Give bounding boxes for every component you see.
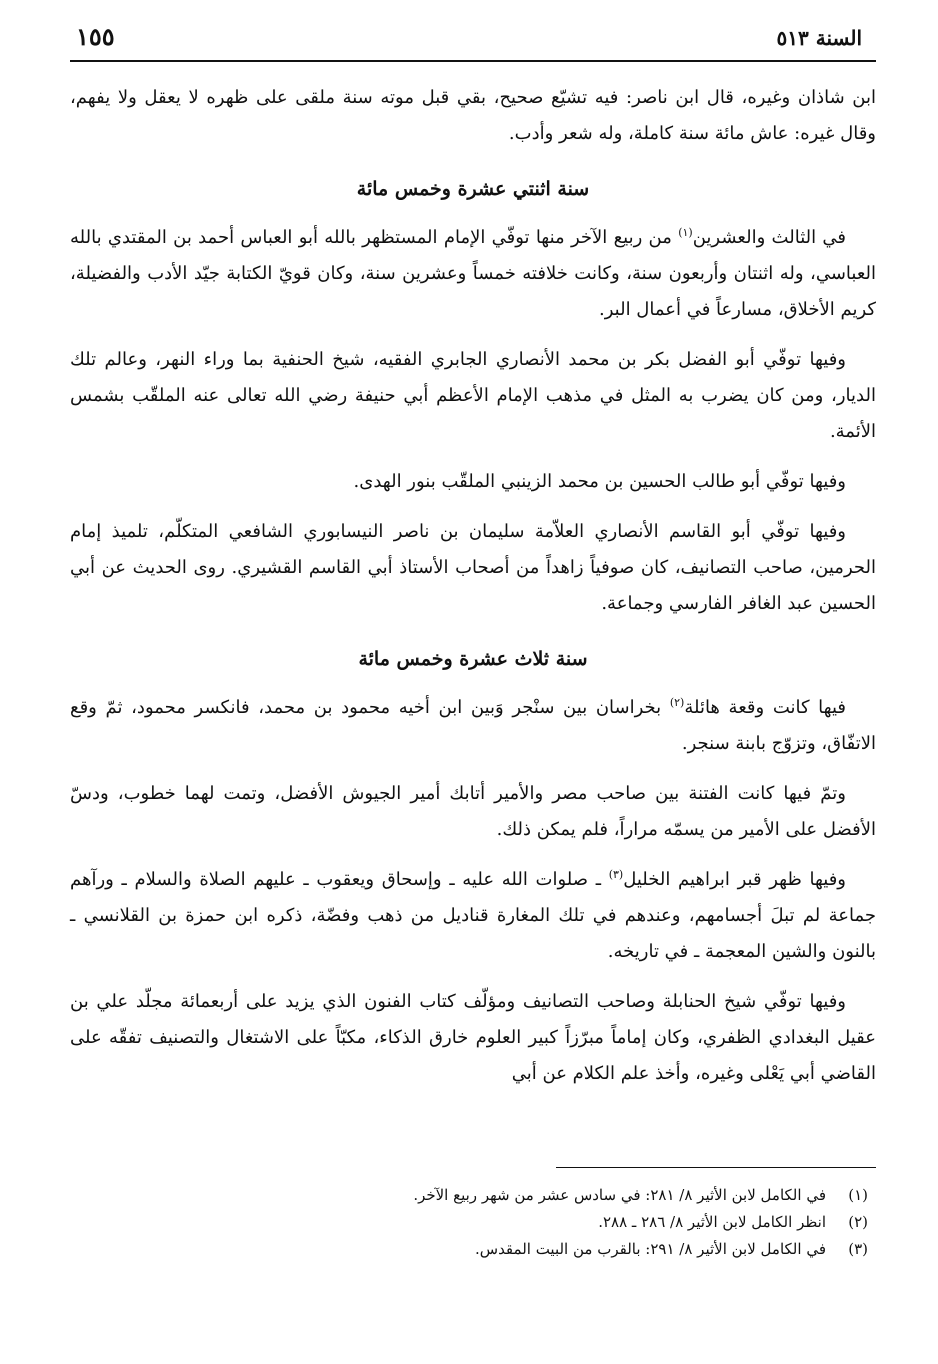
paragraph-text: ـ صلوات الله عليه ـ وإسحاق ويعقوب ـ عليهم الصلاة والسلام ـ ورآهم جماعة لم تبلَ أجسامهم، وعندهم في تلك المغارة قناديل من ذهب وفضّة، ذكره ابن حمزة بن القلانسي ـ بالنون والشين المعجمة ـ في تاريخه. [70, 869, 876, 962]
intro-paragraph: ابن شاذان وغيره، قال ابن ناصر: فيه تشيّع صحيح، بقي قبل موته سنة ملقى على ظهره لا يعقل ولا يفهم، وقال غيره: عاش مائة سنة كاملة، وله شعر وأدب. [70, 87, 876, 144]
main-text [70, 80, 876, 1092]
footnote-divider [556, 1167, 876, 1168]
footnote-ref-2: (٢) [669, 696, 685, 709]
paragraph-abu-al-qasim: وفيها توفّي أبو القاسم الأنصاري العلاّمة سليمان بن ناصر النيسابوري الشافعي المتكلّم، تلميذ إمام الحرمين، صاحب التصانيف، كان صوفياً زاهداً من أصحاب الأستاذ أبي القاسم القشيري. روى الحديث عن أبي الحسين عبد الغافر الفارسي وجماعة. [70, 521, 876, 614]
page-number: ١٥٥ [76, 22, 115, 51]
footnote-item [108, 1209, 868, 1236]
section-heading-512: سنة اثنتي عشرة وخمس مائة [356, 178, 590, 200]
footnote-text: في الكامل لابن الأثير ٨/ ٢٩١: بالقرب من البيت المقدس. [474, 1240, 826, 1258]
paragraph-text: وفيها ظهر قبر ابراهيم الخليل [623, 869, 846, 890]
paragraph-abu-al-fadl: وفيها توفّي أبو الفضل بكر بن محمد الأنصاري الجابري الفقيه، شيخ الحنفية بما وراء النهر، وعالم تلك الديار، ومن كان يضرب به المثل في مذهب الإمام الأعظم أبي حنيفة رضي الله تعالى عنه الملقّب بشمس الأئمة. [70, 349, 876, 442]
footnote-number: (٣) [848, 1240, 868, 1258]
footnote-item [108, 1236, 868, 1263]
footnote-ref-1: (١) [678, 226, 693, 239]
footnote-text: في الكامل لابن الأثير ٨/ ٢٨١: في سادس عشر من شهر ربيع الآخر. [413, 1186, 826, 1204]
footnote-number: (١) [848, 1186, 868, 1204]
footnotes [108, 1182, 868, 1263]
section-heading-513: سنة ثلاث عشرة وخمس مائة [358, 648, 588, 670]
book-page [70, 20, 876, 1344]
paragraph-text: في الثالث والعشرين [692, 227, 846, 248]
footnote-ref-3: (٣) [608, 868, 624, 881]
running-header [70, 20, 876, 62]
paragraph-ibn-aqil: وفيها توفّي شيخ الحنابلة وصاحب التصانيف ومؤلّف كتاب الفنون الذي يزيد على أربعمائة مجلّد علي بن عقيل البغدادي الظفري، وكان إماماً مبرّزاً كبير العلوم خارق الذكاء، مكبّاً على الاشتغال والتصنيف تفقّه على القاضي أبي يَعْلى وغيره، وأخذ علم الكلام عن أبي [70, 991, 876, 1084]
paragraph-ibrahim-tomb [70, 862, 876, 970]
footnote-text: انظر الكامل لابن الأثير ٨/ ٢٨٦ ـ ٢٨٨. [598, 1213, 826, 1231]
paragraph-abu-talib: وفيها توفّي أبو طالب الحسين بن محمد الزينبي الملقّب بنور الهدى. [353, 471, 846, 492]
paragraph-text: بخراسان بين سنْجر وَبين ابن أخيه محمود بن محمد، فانكسر محمود، ثمّ وقع الاتفّاق، وتزوّج بابنة سنجر. [70, 697, 876, 754]
footnote-number: (٢) [848, 1213, 868, 1231]
paragraph-text: من ربيع الآخر منها توفّي الإمام المستظهر بالله أبو العباس أحمد بن المقتدي بالله العباسي، وله اثنتان وأربعون سنة، وكانت خلافته خمساً وعشرين سنة، وكان قويّ الكتابة جيّد الأدب والفضيلة، كريم الأخلاق، مسارعاً في أعمال البر. [70, 227, 876, 320]
paragraph-text: فيها كانت وقعة هائلة [684, 697, 846, 718]
running-header-year: السنة ٥١٣ [776, 26, 862, 50]
footnote-item [108, 1182, 868, 1209]
paragraph-caliph-death [70, 220, 876, 328]
paragraph-khurasan-battle [70, 690, 876, 762]
paragraph-egypt-fitna: وتمّ فيها كانت الفتنة بين صاحب مصر والأمير أتابك أمير الجيوش الأفضل، وتمت لهما خطوب، ودسّ الأفضل على الأمير من يسمّه مراراً، فلم يمكن ذلك. [70, 783, 876, 840]
